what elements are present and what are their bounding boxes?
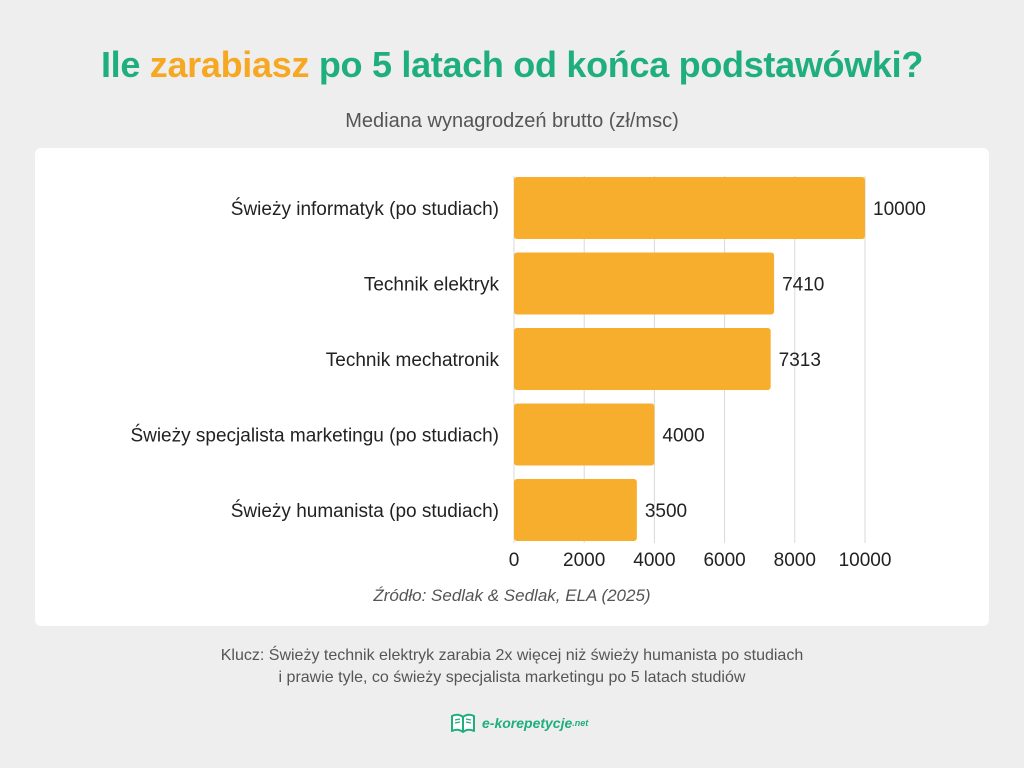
logo-suffix: .net bbox=[572, 718, 589, 728]
x-tick-label-4: 8000 bbox=[773, 550, 816, 571]
category-label-2: Technik mechatronik bbox=[325, 350, 499, 371]
x-tick-label-0: 0 bbox=[508, 550, 520, 571]
category-label-1: Technik elektryk bbox=[363, 274, 499, 296]
value-label-2: 7313 bbox=[778, 350, 821, 371]
title-highlight: zarabiasz bbox=[149, 44, 310, 85]
value-label-1: 7410 bbox=[782, 274, 825, 296]
category-label-3: Świeży specjalista marketingu (po studiach) bbox=[130, 425, 499, 447]
title-part2: po 5 latach od końca podstawówki? bbox=[309, 44, 924, 85]
x-tick-label-2: 4000 bbox=[633, 550, 676, 571]
category-label-0: Świeży informatyk (po studiach) bbox=[230, 199, 499, 220]
x-tick-label-1: 2000 bbox=[563, 550, 606, 571]
value-label-3: 4000 bbox=[662, 425, 705, 447]
x-tick-label-3: 6000 bbox=[703, 550, 746, 571]
key-line-1: Klucz: Świeży technik elektryk zarabia 2x więcej niż świeży humanista po studiach bbox=[220, 647, 804, 664]
key-line-2: i prawie tyle, co świeży specjalista marketingu po 5 latach studiów bbox=[278, 669, 746, 686]
bar-1 bbox=[514, 253, 774, 315]
value-label-4: 3500 bbox=[644, 501, 688, 522]
x-tick-label-5: 10000 bbox=[838, 550, 892, 571]
value-label-0: 10000 bbox=[873, 199, 926, 220]
bar-3 bbox=[514, 404, 654, 466]
chart-card bbox=[35, 148, 989, 626]
source-note: Źródło: Sedlak & Sedlak, ELA (2025) bbox=[373, 586, 651, 605]
book-icon bbox=[450, 712, 476, 734]
logo-text: e-korepetycje bbox=[482, 715, 573, 731]
bar-2 bbox=[514, 328, 771, 390]
bar-chart bbox=[35, 148, 989, 578]
category-label-4: Świeży humanista (po studiach) bbox=[230, 501, 499, 522]
key-note bbox=[0, 645, 1024, 689]
page-title bbox=[0, 44, 1024, 86]
bar-0 bbox=[514, 177, 865, 239]
page-subtitle: Mediana wynagrodzeń brutto (zł/msc) bbox=[345, 110, 679, 132]
brand-logo bbox=[450, 711, 588, 735]
title-part1: Ile bbox=[100, 44, 150, 85]
bar-4 bbox=[514, 479, 637, 541]
